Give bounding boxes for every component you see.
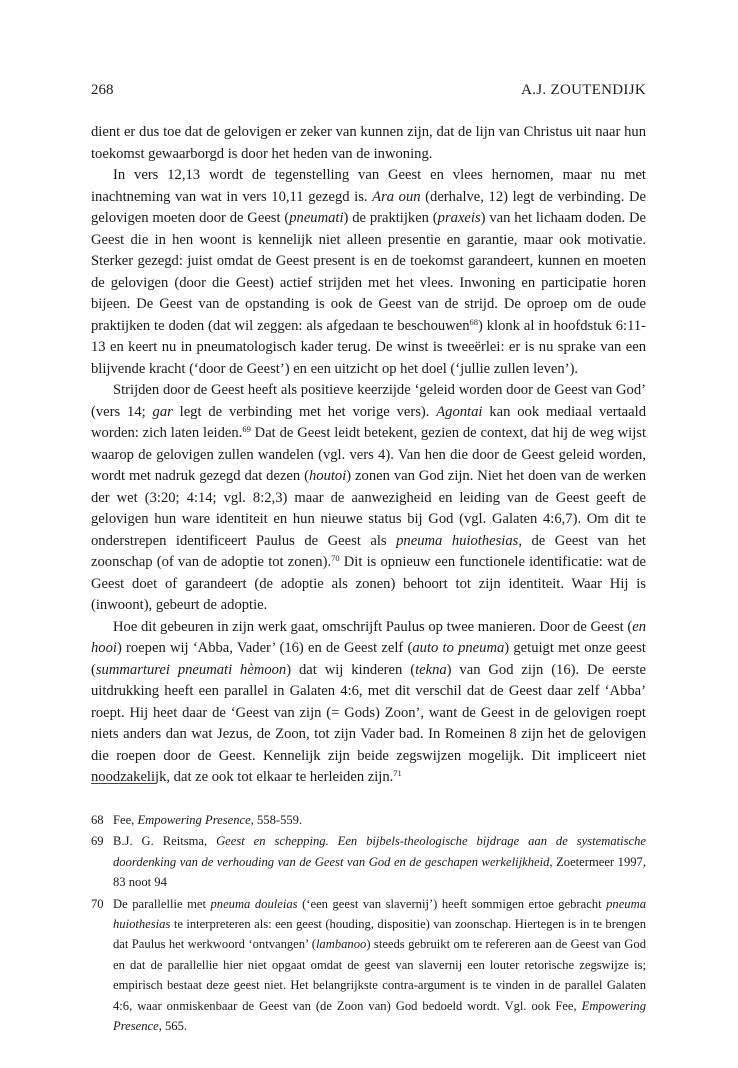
body-text: [91, 122, 646, 789]
footnote-69: 69 B.J. G. Reitsma, Geest en schepping. Een bijbels-theologische bijdrage aan de systematische doordenking van de verhouding van de Geest van God en de geschapen werkelijkheid, Zoetermeer 1997, 83 noot 94: [91, 831, 646, 892]
page-number: 268: [91, 82, 114, 98]
footnote-70: 70 De parallellie met pneuma douleias (‘een geest van slavernij’) heeft sommigen ertoe gebracht pneuma huiothesias te interpreteren als: een geest (houding, dispositie) van zoonschap. Hiertegen is in te brengen dat Paulus het werkwoord ‘ontvangen’ (lambanoo) steeds gebruikt om te refereren aan de Geest van God en dat de parallellie hier niet opgaat omdat de geest van slavernij een louter retorische zegswijze is; empirisch bestaat deze geest niet. Het belangrijkste contra-argument is te vinden in de parallel Galaten 4:6, waar onmiskenbaar de Geest van (de Zoon van) God bedoeld wordt. Vgl. ook Fee, Empowering Presence, 565.: [91, 894, 646, 1037]
footnote-ref-71[interactable]: 71: [393, 768, 402, 778]
footnote-ref-70[interactable]: 70: [331, 553, 340, 563]
running-head-author: A.J. ZOUTENDIJK: [521, 82, 646, 98]
paragraph-1: dient er dus toe dat de gelovigen er zeker van kunnen zijn, dat de lijn van Christus uit naar hun toekomst gewaarborgd is door het heden van de inwoning.: [91, 124, 646, 162]
footnote-separator: [91, 783, 157, 784]
footnotes: [91, 810, 646, 1037]
paragraph-2: In vers 12,13 wordt de tegenstelling van Geest en vlees hernomen, maar nu met inachtneming van wat in vers 10,11 gezegd is. Ara oun (derhalve, 12) legt de verbinding. De gelovigen moeten door de Geest (pneumati) de praktijken (praxeis) van het lichaam doden. De Geest die in hen woont is kennelijk niet alleen presentie en garantie, maar ook motivatie. Sterker gezegd: juist omdat de Geest present is en de toekomst garandeert, kunnen en moeten de gelovigen (door die Geest) actief strijden met het vlees. Inwoning en participatie horen bijeen. De Geest van de opstanding is ook de Geest van de strijd. De oproep om de oude praktijken te doden (dat wil zeggen: als afgedaan te beschouwen$^{68}$) klonk al in hoofdstuk 6:11-13 en keert nu in pneumatologisch kader terug. De winst is tweeërlei: er is nu sprake van een blijvende kracht (‘door de Geest’) en een uitzicht op het doel (‘jullie zullen leven’).: [91, 167, 647, 377]
paragraph-4: Hoe dit gebeuren in zijn werk gaat, omschrijft Paulus op twee manieren. Door de Geest (en hooi) roepen wij ‘Abba, Vader’ (16) en de Geest zelf (auto to pneuma) getuigt met onze geest (summarturei pneumati hèmoon) dat wij kinderen (tekna) van God zijn (16). De eerste uitdrukking heeft een parallel in Galaten 4:6, met dit verschil dat de Geest daar zelf ‘Abba’ roept. Hij heet daar de ‘Geest van zijn (= Gods) Zoon’, want de Geest in de gelovigen roept niets anders dan wat Jezus, de Zoon, tot zijn Vader bad. In Romeinen 8 zijn het de gelovigen die roepen door de Geest. Kennelijk zijn beide zegswijzen mogelijk. Dit impliceert niet noodzakelijk, dat ze ook tot elkaar te herleiden zijn.$^{71}$: [91, 618, 646, 785]
footnote-number: 68: [91, 813, 104, 827]
footnote-number: 70: [91, 896, 104, 911]
footnote-number: 69: [91, 834, 104, 849]
footnote-ref-68[interactable]: 68: [469, 316, 478, 327]
book-page: [91, 0, 646, 1068]
footnote-68: 68 Fee, Empowering Presence, 558-559.: [91, 810, 646, 830]
footnote-ref-69[interactable]: 69: [242, 424, 251, 434]
paragraph-3: Strijden door de Geest heeft als positieve keerzijde ‘geleid worden door de Geest van God’ (vers 14; gar legt de verbinding met het vorige vers). Agontai kan ook mediaal vertaald worden: zich laten leiden.$^{69}$ Dat de Geest leidt betekent, gezien de context, dat hij de weg wijst waarop de gelovigen zullen wandelen (vgl. vers 4). Van hen die door de Geest geleid worden, wordt met nadruk gezegd dat dezen (houtoi) zonen van God zijn. Niet het doen van de werken der wet (3:20; 4:14; vgl. 8:2,3) maar de aanwezigheid en leiding van de Geest geeft de gelovigen hun ware identiteit en hun nieuwe status bij God (vgl. Galaten 4:6,7). Om dit te onderstrepen identificeert Paulus de Geest als pneuma huiothesias, de Geest van het zoonschap (of van de adoptie tot zonen).$^{70}$ Dit is opnieuw een functionele identificatie: wat de Geest doet of garandeert (de adoptie als zonen) behoort tot zijn identiteit. Waar Hij is (inwoont), gebeurt de adoptie.: [91, 382, 647, 613]
running-head: [91, 80, 646, 100]
